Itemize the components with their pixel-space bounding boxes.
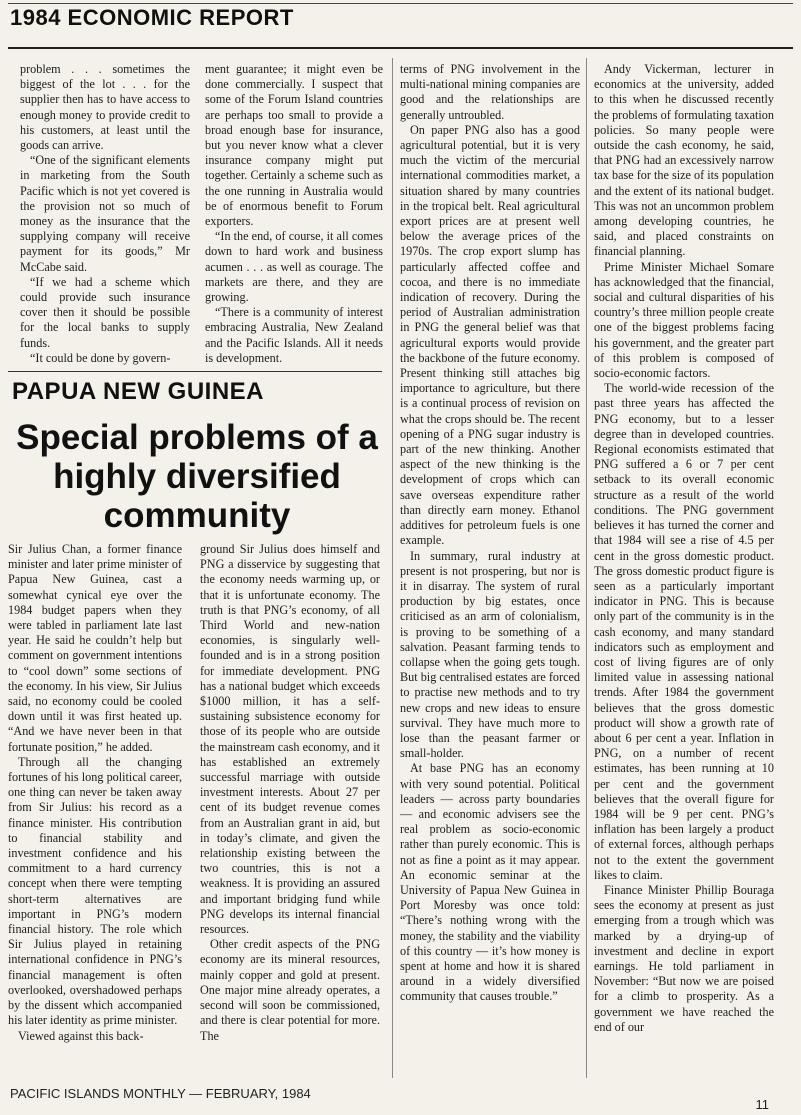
column-divider xyxy=(392,58,393,1078)
header-top-rule xyxy=(8,3,793,4)
article-separator-rule xyxy=(8,371,382,372)
paragraph: “There is a community of interest embracing Australia, New Zealand and the Pacific Islands. All it needs is development. xyxy=(205,305,383,365)
article2-column-2 xyxy=(200,542,380,1072)
paragraph: The world-wide recession of the past three years has affected the PNG economy, but to a lesser degree than in developed countries. Regional economists estimated that PNG suffered a 6 or 7 per cent setback to its overall economic structure as a result of the world conditions. The PNG government believes it has turned the corner and that 1984 will see a rise of 4.5 per cent in the gross domestic product. The gross domestic product figure is seen as a particularly important indicator in PNG. This is because only part of the community is in the cash economy, and many standard indicators such as employment and cost of living figures are of only limited value in assessing national trends. After 1984 the government believes that the gross domestic product will show a growth rate of about 6 per cent a year. Inflation in PNG, on a number of recent estimates, has been running at 10 per cent and the government believes that the overall figure for 1984 will be 9 per cent. PNG’s inflation has been largely a product of external forces, although perhaps not to the extent the government likes to claim. xyxy=(594,381,774,882)
article1-column-1 xyxy=(20,62,190,365)
article-kicker: PAPUA NEW GUINEA xyxy=(12,378,265,405)
paragraph: On paper PNG also has a good agricultural potential, but it is very much the victim of the mercurial international commodities market, a situation shared by many countries in the tropical belt. Real agricultural export prices are at present well below the average prices of the 1970s. The crop export slump has particularly affected coffee and cocoa, and there is no immediate indication of recovery. During the period of Australian administration in PNG the general belief was that agricultural exports would provide the backbone of the future economy. Present thinking still attaches big importance to agriculture, but there is a continual process of revision on what the crops should be. The recent opening of a PNG sugar industry is part of the new thinking. Another aspect of the new thinking is the development of crops which can save overseas expenditure rather than directly earn money. Ethanol additives for petroleum fuels is one example. xyxy=(400,122,580,548)
article2-column-3 xyxy=(400,62,580,1072)
paragraph: Andy Vickerman, lecturer in economics at the university, added to this when he discussed recently the problems of formulating taxation policies. So many people were outside the cash economy, he said, that PNG had an excessively narrow tax base for the size of its population and the extent of its national budget. This was not an uncommon problem among developing countries, he said, and placed constraints on financial planning. xyxy=(594,62,774,259)
publication-footer: PACIFIC ISLANDS MONTHLY — FEBRUARY, 1984 xyxy=(10,1086,311,1101)
header-rule xyxy=(8,47,793,49)
page-number: 11 xyxy=(755,1097,769,1112)
paragraph: “In the end, of course, it all comes down to hard work and business acumen . . . as well as courage. The markets are there, and they are growing. xyxy=(205,229,383,305)
article-headline: Special problems of a highly diversified community xyxy=(16,418,378,535)
paragraph: problem . . . sometimes the biggest of the lot . . . for the supplier then has to have access to enough money to provide credit to his customers, at least until the goods can arrive. xyxy=(20,62,190,153)
paragraph: Viewed against this back- xyxy=(18,1028,144,1043)
paragraph: “If we had a scheme which could provide such insurance cover then it should be possible for the local banks to supply funds. xyxy=(20,274,190,350)
column-divider xyxy=(586,58,587,1078)
paragraph: terms of PNG involvement in the multi-national mining companies are good and the relationships are generally untroubled. xyxy=(400,62,580,122)
article1-column-2 xyxy=(205,62,383,365)
paragraph: Finance Minister Phillip Bouraga sees the economy at present as just emerging from a trough which was marked by a drying-up of investment and decline in export earnings. He told parliament in November: “But now we are poised for a climb to prosperity. As a government we have reached the end of our xyxy=(594,882,774,1034)
paragraph: ment guarantee; it might even be done commercially. I suspect that some of the Forum Island countries are perhaps too small to provide a broad enough base for insurance, but you never know what a clever insurance company might put together. Certainly a scheme such as the one running in Australia would be of enormous benefit to Forum exporters. xyxy=(205,62,383,229)
paragraph: At base PNG has an economy with very sound potential. Political leaders — across party boundaries — and economic advisers see the real problem as socio-economic rather than purely economic. This is not as fine a point as it may appear. An economic seminar at the University of Papua New Guinea in Port Moresby was once told: “There’s nothing wrong with the money, the stability and the viability of this country — it’s how money is spent at home and how it is shared around in a widely diversified community that causes trouble.” xyxy=(400,761,580,1004)
paragraph: Prime Minister Michael Somare has acknowledged that the financial, social and cultural disparities of his country’s three million people create one of the biggest problems facing his government, and the greater part of this problem is composed of socio-economic factors. xyxy=(594,259,774,381)
article2-column-1 xyxy=(8,542,182,1072)
paragraph: Other credit aspects of the PNG economy are its mineral resources, mainly copper and gold at present. One major mine already operates, a second will soon be commissioned, and there is clear potential for more. The xyxy=(200,937,380,1043)
paragraph: ground Sir Julius does himself and PNG a disservice by suggesting that the economy needs warming up, or that it is unfortunate economy. The truth is that PNG’s economy, of all Third World and new-nation economies, is singularly well-founded and is in a strong position for immediate development. PNG has a national budget which exceeds $1000 million, it has a self-sustaining subsistence economy for those of its people who are outside the mainstream cash economy, and it has established an extremely successful marriage with outside investment interests. About 27 per cent of its budget revenue comes from an Australian grant in aid, but in today’s climate, and given the relationship existing between the two countries, this is not a weakness. It is providing an assured and important bridging fund while PNG develops its internal financial resources. xyxy=(200,542,380,937)
paragraph: Through all the changing fortunes of his long political career, one thing can never be taken away from Sir Julius: his record as a finance minister. His contribution to financial stability and investment confidence and his commitment to a hard currency concept when there were tempting short-term alternatives are important in PNG’s modern financial history. The role which Sir Julius played in retaining international confidence in PNG’s financial management is often overlooked, overshadowed perhaps by the dissent which accompanied his later identity as prime minister. xyxy=(8,754,182,1028)
section-header-title: 1984 ECONOMIC REPORT xyxy=(10,5,294,30)
paragraph: “It could be done by govern- xyxy=(30,350,171,365)
paragraph: Sir Julius Chan, a former finance minister and later prime minister of Papua New Guinea, cast a somewhat cynical eye over the 1984 budget papers when they were tabled in parliament late last year. He said he couldn’t help but comment on government intentions to “cool down” some sections of the economy. In his view, Sir Julius said, no economy could be cooled down until it was first heated up. “And we have never been in that fortunate position,” he added. xyxy=(8,542,182,754)
article2-column-4 xyxy=(594,62,774,1072)
paragraph: In summary, rural industry at present is not prospering, but nor is it in disarray. The system of rural production by big estates, once criticised as an arm of colonialism, is proving to be something of a salvation. Peasant farming tends to collapse when the going gets tough. But big centralised estates are forced to practise new methods and to try new crops and new ideas to ensure survival. They have much more to lose than the peasant farmer or small-holder. xyxy=(400,548,580,761)
paragraph: “One of the significant elements in marketing from the South Pacific which is not yet covered is the provision not so much of money as the insurance that the supplying company will receive payment for its goods,” Mr McCabe said. xyxy=(20,153,190,274)
